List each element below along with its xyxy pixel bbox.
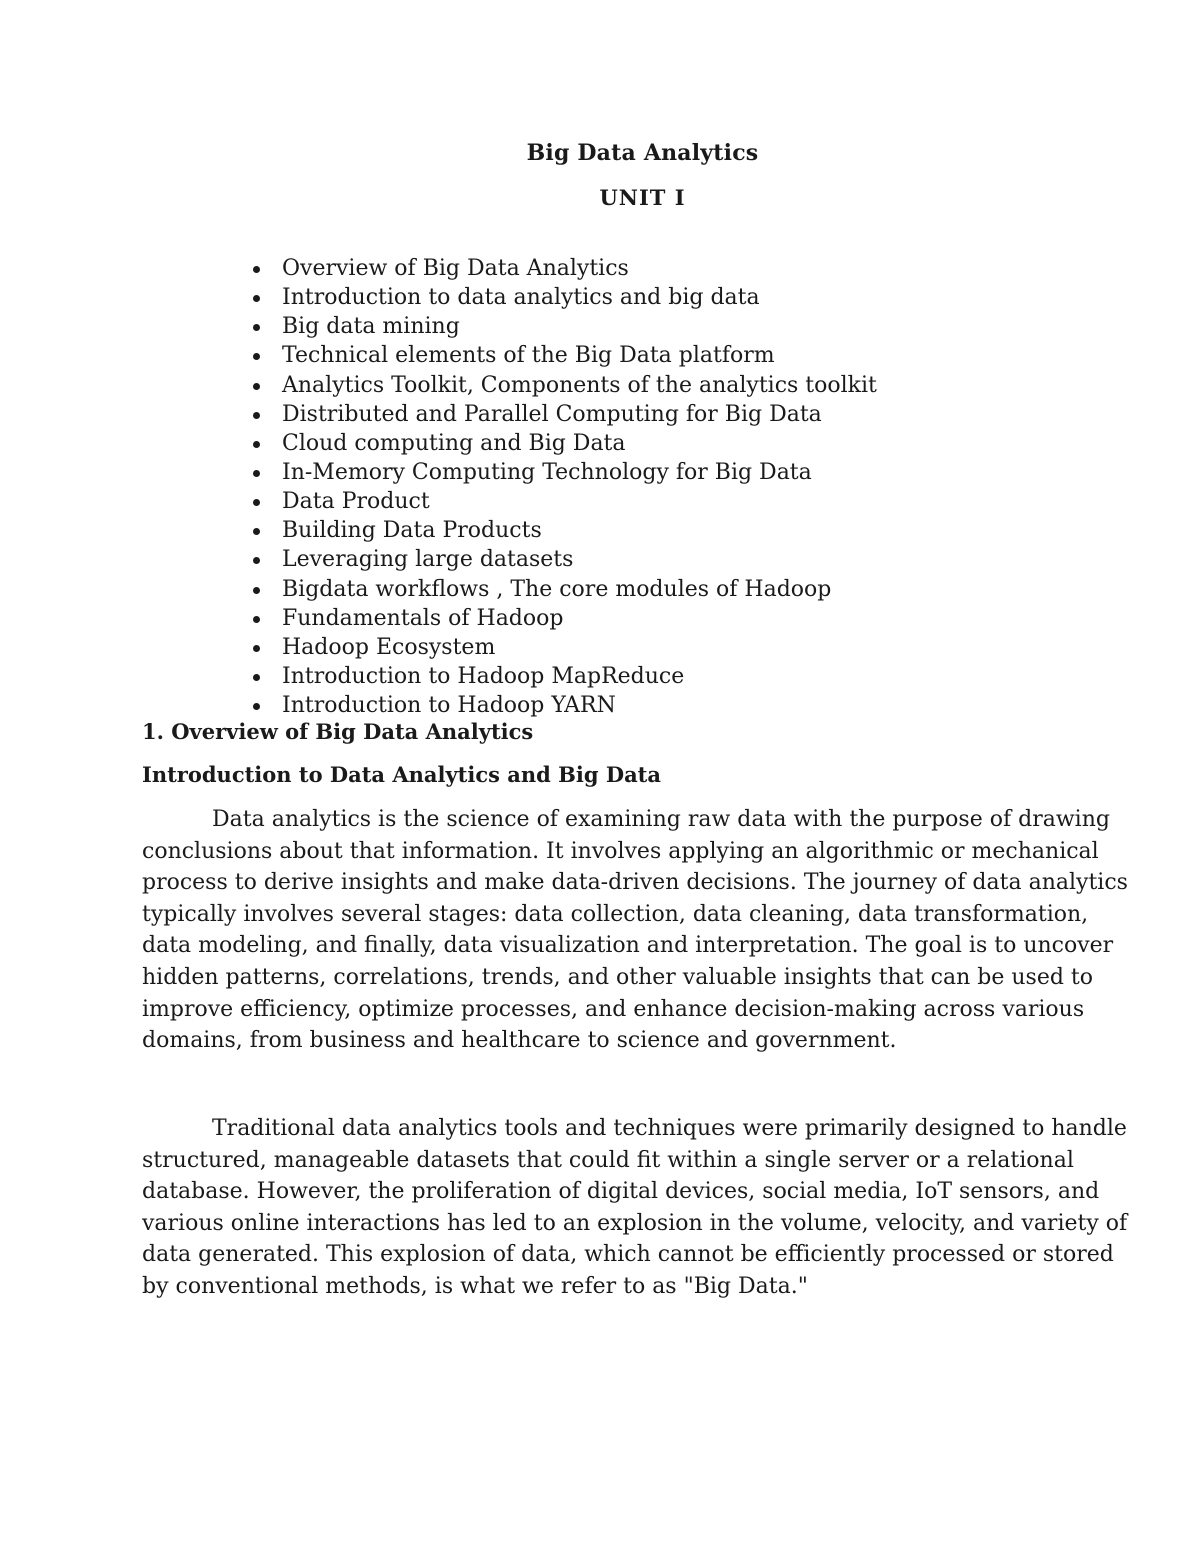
bullet-icon	[253, 441, 260, 448]
list-item	[250, 254, 877, 283]
document-title: Big Data Analytics	[526, 140, 759, 166]
bullet-icon	[253, 616, 260, 623]
list-item-text: Building Data Products	[282, 518, 542, 544]
list-item-text: Data Product	[282, 489, 430, 515]
list-item	[250, 633, 877, 662]
bullet-icon	[253, 470, 260, 477]
bullet-icon	[253, 324, 260, 331]
bullet-icon	[253, 645, 260, 652]
list-item-text: Overview of Big Data Analytics	[282, 256, 629, 281]
list-item	[250, 312, 877, 341]
list-item-text: Leveraging large datasets	[282, 547, 574, 573]
list-item-text: Introduction to Hadoop YARN	[282, 693, 616, 719]
list-item-text: Technical elements of the Big Data platform	[282, 343, 775, 369]
body-paragraph: Data analytics is the science of examining raw data with the purpose of drawing conclusions about that information. It involves applying an algorithmic or mechanical process to derive insights and make data-driven decisions. The journey of data analytics typically involves several stages: data collection, data cleaning, data transformation, data modeling, and finally, data visualization and interpretation. The goal is to uncover hidden patterns, correlations, trends, and other valuable insights that can be used to improve efficiency, optimize processes, and enhance decision-making across various domains, from business and healthcare to science and government.	[142, 807, 1128, 1054]
bullet-icon	[253, 528, 260, 535]
bullet-icon	[253, 295, 260, 302]
list-item-text: Fundamentals of Hadoop	[282, 605, 564, 631]
list-item	[250, 371, 877, 400]
list-item	[250, 429, 877, 458]
list-item	[250, 487, 877, 516]
bullet-icon	[253, 412, 260, 419]
body-paragraph: Traditional data analytics tools and techniques were primarily designed to handle structured, manageable datasets that could fit within a single server or a relational database. However, the proliferation of digital devices, social media, IoT sensors, and various online interactions has led to an explosion in the volume, velocity, and variety of data generated. This explosion of data, which cannot be efficiently processed or stored by conventional methods, is what we refer to as "Big Data."	[142, 1116, 1128, 1299]
list-item	[250, 575, 877, 604]
unit-heading: UNIT I	[599, 185, 686, 210]
list-item-text: Introduction to Hadoop MapReduce	[282, 663, 685, 689]
bullet-icon	[253, 557, 260, 564]
bullet-icon	[253, 383, 260, 390]
list-item-text: Big data mining	[282, 314, 460, 340]
bullet-icon	[253, 266, 260, 273]
list-item	[250, 691, 877, 720]
list-item	[250, 341, 877, 370]
list-item-text: Hadoop Ecosystem	[282, 634, 496, 660]
list-item-text: Distributed and Parallel Computing for Big Data	[282, 401, 822, 427]
bullet-icon	[253, 353, 260, 360]
bullet-icon	[253, 674, 260, 681]
list-item	[250, 400, 877, 429]
topic-list	[250, 254, 877, 720]
list-item	[250, 604, 877, 633]
bullet-icon	[253, 499, 260, 506]
list-item-text: Cloud computing and Big Data	[282, 430, 626, 456]
list-item	[250, 516, 877, 545]
list-item-text: In-Memory Computing Technology for Big Data	[282, 459, 812, 485]
list-item-text: Bigdata workflows , The core modules of Hadoop	[282, 576, 832, 602]
bullet-icon	[253, 587, 260, 594]
section-heading: 1. Overview of Big Data Analytics	[142, 719, 534, 744]
list-item-text: Introduction to data analytics and big data	[282, 285, 760, 311]
list-item	[250, 458, 877, 487]
bullet-icon	[253, 703, 260, 710]
subsection-heading: Introduction to Data Analytics and Big Data	[142, 762, 661, 787]
list-item	[250, 662, 877, 691]
list-item	[250, 283, 877, 312]
list-item-text: Analytics Toolkit, Components of the analytics toolkit	[282, 372, 877, 398]
list-item	[250, 545, 877, 574]
